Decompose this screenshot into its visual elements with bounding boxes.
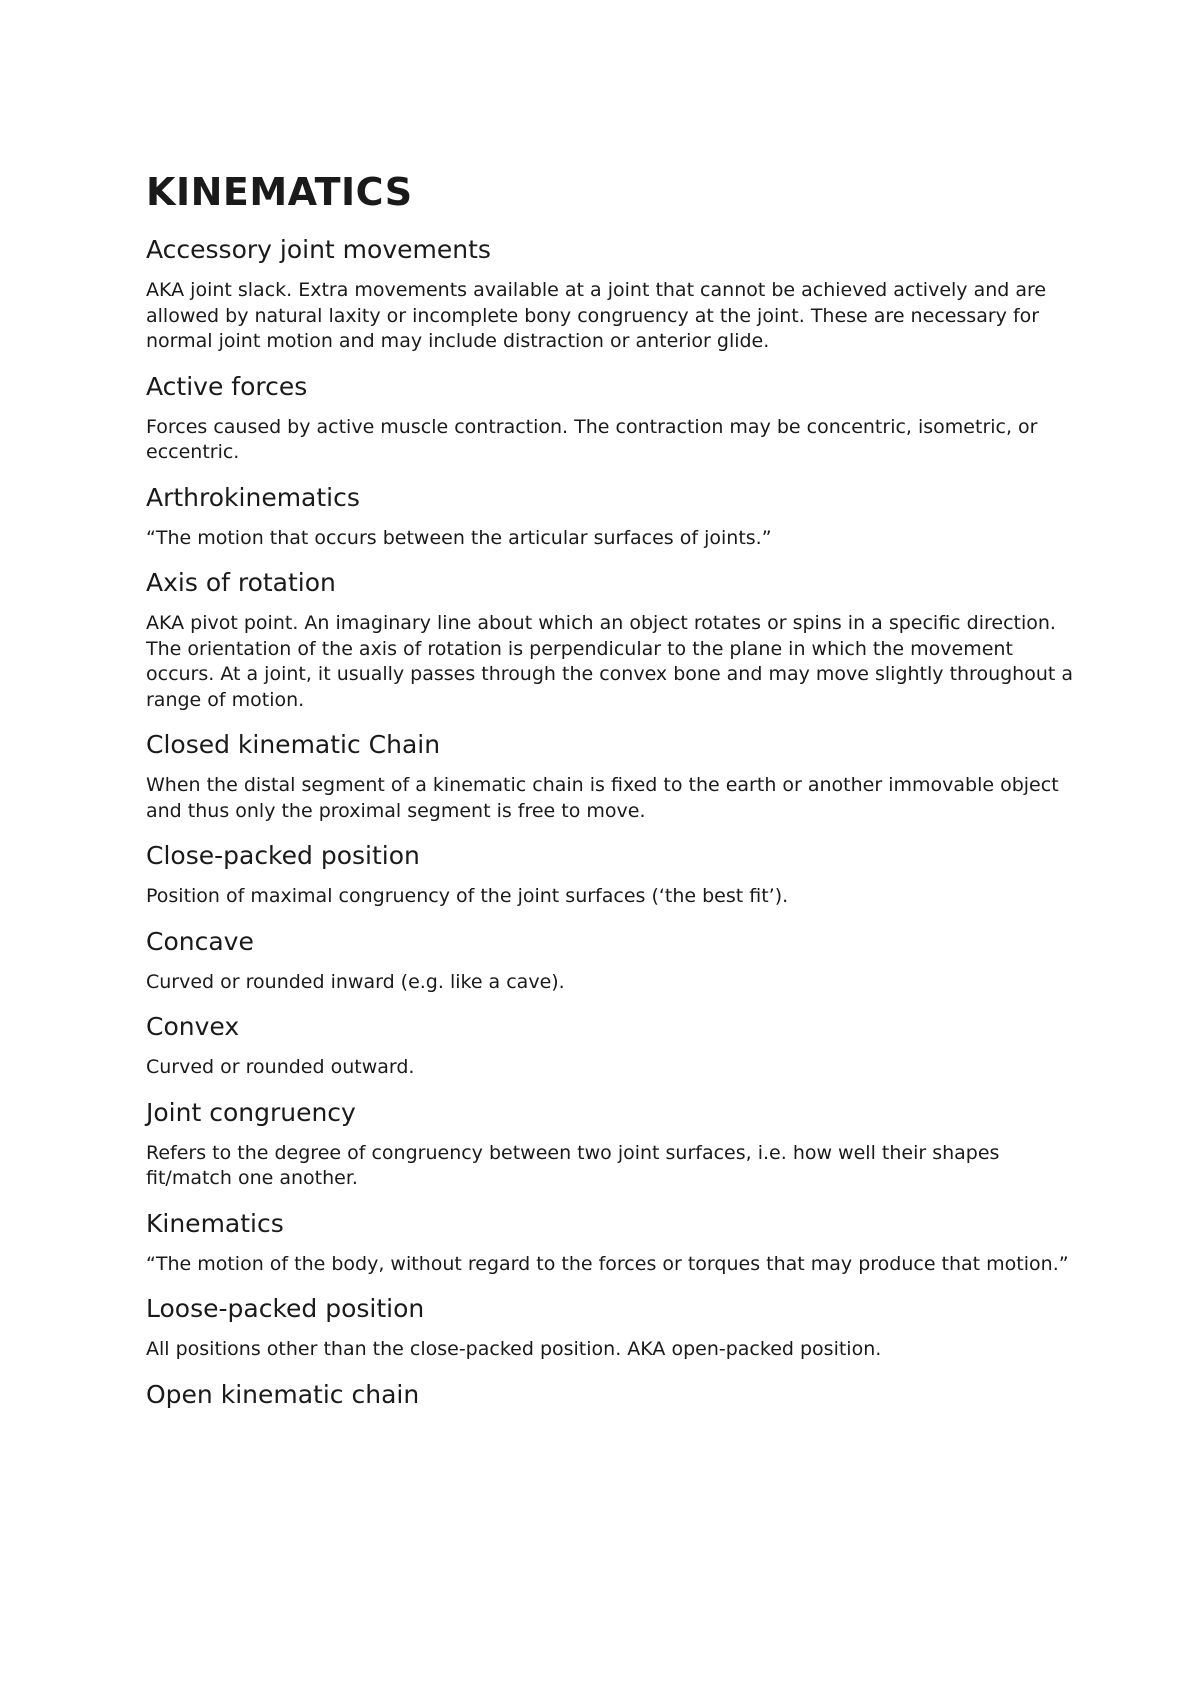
glossary-entry — [146, 567, 1076, 713]
entry-term: Convex — [146, 1012, 240, 1041]
document-title: KINEMATICS — [146, 170, 413, 214]
entry-term: Arthrokinematics — [146, 482, 360, 512]
entry-term: Closed kinematic Chain — [146, 730, 441, 759]
glossary-entry — [146, 1097, 1076, 1192]
entry-term: Open kinematic chain — [146, 1379, 420, 1409]
entry-definition: Forces caused by active muscle contraction. The contraction may be concentric, isometric, or eccentric. — [146, 415, 1038, 463]
entry-term: Accessory joint movements — [146, 235, 491, 264]
glossary-entry — [146, 840, 1076, 910]
entry-term: Kinematics — [146, 1208, 284, 1238]
glossary-entry — [146, 371, 1076, 466]
entry-definition: AKA pivot point. An imaginary line about which an object rotates or spins in a specific direction. The orientation of the axis of rotation is perpendicular to the plane in which the movement occurs. At a joint, it usually passes through the convex bone and may move slightly throughout a range of motion. — [146, 612, 1074, 711]
entry-term: Loose-packed position — [146, 1294, 425, 1323]
glossary-entry — [146, 926, 1076, 996]
entry-term: Axis of rotation — [146, 568, 336, 597]
glossary-entry — [146, 234, 1076, 355]
glossary-entry — [146, 1011, 1076, 1081]
glossary-entry — [146, 1379, 1076, 1411]
entry-definition: “The motion of the body, without regard to the forces or torques that may produce that motion.” — [146, 1252, 1069, 1275]
entry-definition: Curved or rounded inward (e.g. like a cave). — [146, 970, 565, 993]
glossary-entry — [146, 729, 1076, 824]
glossary-entry — [146, 1208, 1076, 1278]
entry-definition: Position of maximal congruency of the joint surfaces (‘the best fit’). — [146, 885, 789, 907]
entry-term: Close-packed position — [146, 841, 420, 870]
entry-definition: All positions other than the close-packed position. AKA open-packed position. — [146, 1338, 882, 1360]
entry-term: Concave — [146, 926, 254, 956]
glossary-entry — [146, 1293, 1076, 1363]
entry-definition: “The motion that occurs between the articular surfaces of joints.” — [146, 526, 772, 549]
document-page — [146, 168, 1076, 1423]
entry-definition: AKA joint slack. Extra movements available at a joint that cannot be achieved actively and are allowed by natural laxity or incomplete bony congruency at the joint. These are necessary for normal joint motion and may include distraction or anterior glide. — [146, 279, 1047, 352]
entry-definition: Curved or rounded outward. — [146, 1056, 415, 1078]
entry-definition: Refers to the degree of congruency between two joint surfaces, i.e. how well their shapes fit/match one another. — [146, 1141, 1000, 1189]
entry-term: Active forces — [146, 371, 308, 401]
entry-definition: When the distal segment of a kinematic chain is fixed to the earth or another immovable object and thus only the proximal segment is free to move. — [146, 774, 1059, 822]
glossary-entry — [146, 482, 1076, 552]
entry-term: Joint congruency — [146, 1097, 356, 1127]
